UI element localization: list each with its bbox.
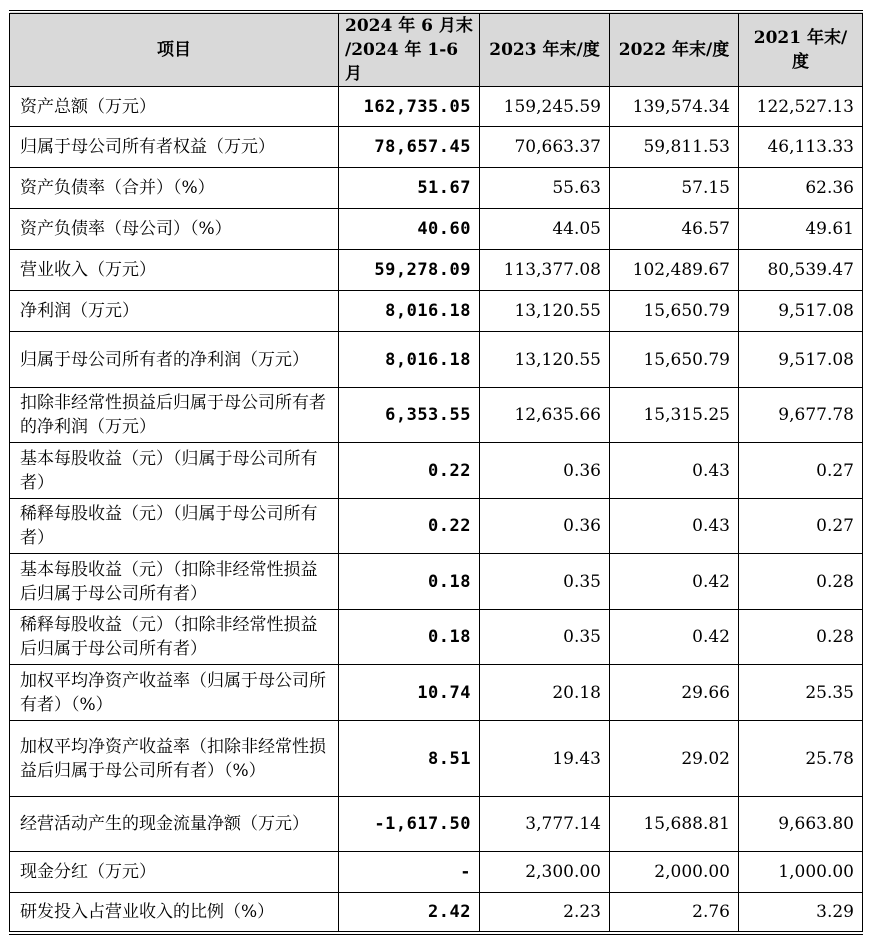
row-label: 资产负债率（母公司）（%） (10, 209, 339, 250)
row-label: 扣除非经常性损益后归属于母公司所有者的净利润（万元） (10, 388, 339, 443)
value-2021: 122,527.13 (739, 87, 863, 127)
value-2022: 29.02 (610, 721, 739, 797)
value-2021: 0.27 (739, 443, 863, 499)
table-row (10, 291, 863, 332)
value-2024-h1: 0.18 (339, 554, 480, 610)
header-2022: 2022 年末/度 (610, 12, 739, 87)
table-row (10, 127, 863, 168)
table-row (10, 797, 863, 852)
table-row (10, 610, 863, 665)
table-row (10, 250, 863, 291)
value-2024-h1: 0.18 (339, 610, 480, 665)
header-2024-h1-line2: /2024 年 1-6 月 (345, 40, 459, 84)
value-2023: 159,245.59 (480, 87, 610, 127)
value-2023: 0.36 (480, 499, 610, 554)
row-label: 归属于母公司所有者权益（万元） (10, 127, 339, 168)
value-2023: 70,663.37 (480, 127, 610, 168)
value-2023: 2,300.00 (480, 852, 610, 893)
value-2022: 59,811.53 (610, 127, 739, 168)
row-label: 研发投入占营业收入的比例（%） (10, 893, 339, 933)
value-2024-h1: 8,016.18 (339, 291, 480, 332)
row-label: 基本每股收益（元）（归属于母公司所有者） (10, 443, 339, 499)
value-2022: 46.57 (610, 209, 739, 250)
row-label: 经营活动产生的现金流量净额（万元） (10, 797, 339, 852)
value-2022: 0.43 (610, 499, 739, 554)
row-label: 营业收入（万元） (10, 250, 339, 291)
value-2022: 139,574.34 (610, 87, 739, 127)
value-2022: 0.42 (610, 610, 739, 665)
table-row (10, 388, 863, 443)
value-2023: 0.35 (480, 610, 610, 665)
table-row (10, 721, 863, 797)
value-2021: 9,663.80 (739, 797, 863, 852)
row-label: 基本每股收益（元）（扣除非经常性损益后归属于母公司所有者） (10, 554, 339, 610)
value-2021: 0.28 (739, 554, 863, 610)
value-2022: 102,489.67 (610, 250, 739, 291)
value-2022: 0.42 (610, 554, 739, 610)
value-2023: 113,377.08 (480, 250, 610, 291)
value-2022: 15,650.79 (610, 291, 739, 332)
value-2023: 12,635.66 (480, 388, 610, 443)
value-2021: 0.27 (739, 499, 863, 554)
row-label: 稀释每股收益（元）（扣除非经常性损益后归属于母公司所有者） (10, 610, 339, 665)
table-row (10, 168, 863, 209)
table-row (10, 332, 863, 388)
value-2024-h1: - (339, 852, 480, 893)
value-2021: 49.61 (739, 209, 863, 250)
table-row (10, 87, 863, 127)
value-2021: 9,677.78 (739, 388, 863, 443)
value-2024-h1: 2.42 (339, 893, 480, 933)
value-2023: 20.18 (480, 665, 610, 721)
value-2023: 2.23 (480, 893, 610, 933)
value-2024-h1: 59,278.09 (339, 250, 480, 291)
table-header-row (10, 12, 863, 87)
financial-table-container (9, 10, 862, 935)
value-2021: 1,000.00 (739, 852, 863, 893)
value-2022: 15,650.79 (610, 332, 739, 388)
value-2023: 3,777.14 (480, 797, 610, 852)
value-2023: 13,120.55 (480, 332, 610, 388)
header-2024-h1 (339, 12, 480, 87)
value-2024-h1: 51.67 (339, 168, 480, 209)
value-2021: 25.78 (739, 721, 863, 797)
row-label: 净利润（万元） (10, 291, 339, 332)
value-2024-h1: 78,657.45 (339, 127, 480, 168)
value-2022: 2.76 (610, 893, 739, 933)
value-2022: 2,000.00 (610, 852, 739, 893)
row-label: 加权平均净资产收益率（扣除非经常性损益后归属于母公司所有者）（%） (10, 721, 339, 797)
value-2024-h1: 0.22 (339, 443, 480, 499)
value-2024-h1: 40.60 (339, 209, 480, 250)
row-label: 现金分红（万元） (10, 852, 339, 893)
value-2021: 0.28 (739, 610, 863, 665)
value-2023: 0.35 (480, 554, 610, 610)
value-2021: 3.29 (739, 893, 863, 933)
header-2021: 2021 年末/度 (739, 12, 863, 87)
value-2021: 9,517.08 (739, 332, 863, 388)
row-label: 稀释每股收益（元）（归属于母公司所有者） (10, 499, 339, 554)
value-2023: 44.05 (480, 209, 610, 250)
table-row (10, 893, 863, 933)
value-2024-h1: 0.22 (339, 499, 480, 554)
value-2024-h1: 8.51 (339, 721, 480, 797)
value-2023: 13,120.55 (480, 291, 610, 332)
value-2021: 46,113.33 (739, 127, 863, 168)
table-row (10, 499, 863, 554)
table-row (10, 554, 863, 610)
table-row (10, 665, 863, 721)
value-2021: 62.36 (739, 168, 863, 209)
value-2024-h1: 10.74 (339, 665, 480, 721)
value-2022: 57.15 (610, 168, 739, 209)
value-2023: 0.36 (480, 443, 610, 499)
header-2024-h1-line1: 2024 年 6 月末 (345, 16, 473, 36)
value-2021: 25.35 (739, 665, 863, 721)
financial-data-table (9, 10, 863, 935)
value-2022: 15,688.81 (610, 797, 739, 852)
value-2022: 29.66 (610, 665, 739, 721)
value-2021: 80,539.47 (739, 250, 863, 291)
value-2023: 19.43 (480, 721, 610, 797)
row-label: 加权平均净资产收益率（归属于母公司所有者）（%） (10, 665, 339, 721)
value-2024-h1: -1,617.50 (339, 797, 480, 852)
row-label: 资产负债率（合并）（%） (10, 168, 339, 209)
value-2022: 0.43 (610, 443, 739, 499)
value-2024-h1: 162,735.05 (339, 87, 480, 127)
table-row (10, 209, 863, 250)
value-2022: 15,315.25 (610, 388, 739, 443)
row-label: 资产总额（万元） (10, 87, 339, 127)
table-row (10, 852, 863, 893)
value-2024-h1: 8,016.18 (339, 332, 480, 388)
header-2023: 2023 年末/度 (480, 12, 610, 87)
value-2024-h1: 6,353.55 (339, 388, 480, 443)
table-row (10, 443, 863, 499)
row-label: 归属于母公司所有者的净利润（万元） (10, 332, 339, 388)
value-2021: 9,517.08 (739, 291, 863, 332)
header-item: 项目 (10, 12, 339, 87)
value-2023: 55.63 (480, 168, 610, 209)
